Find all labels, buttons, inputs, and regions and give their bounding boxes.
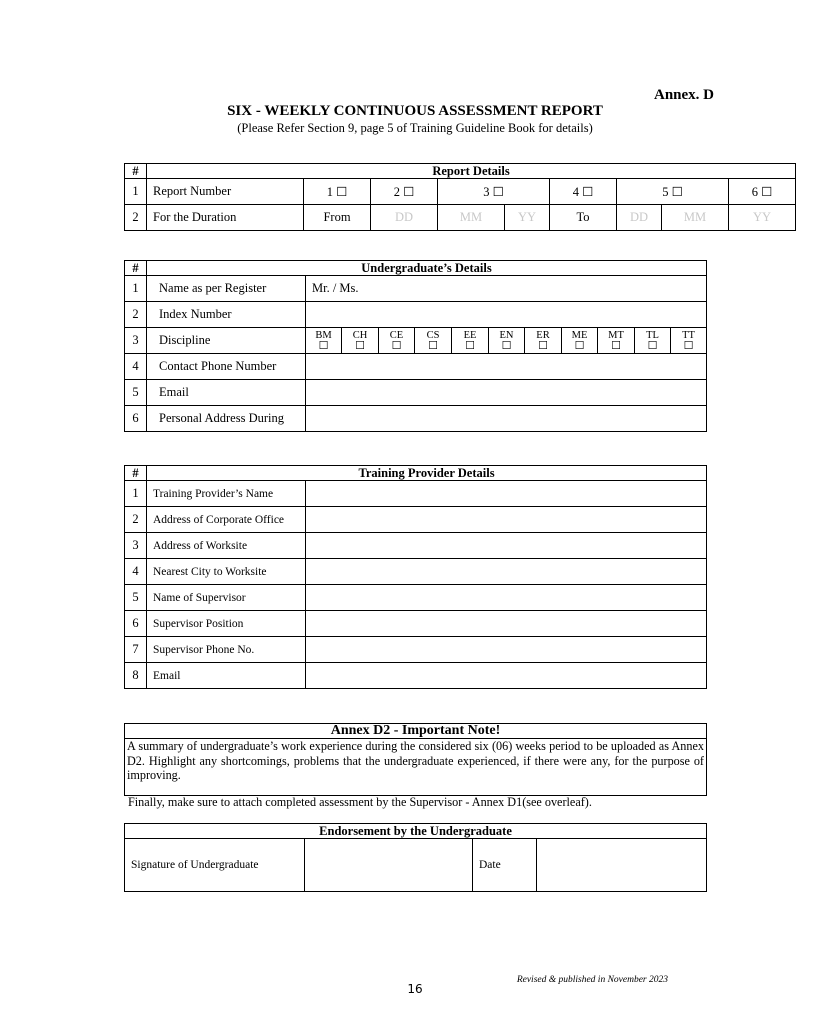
supervisor-position-label: Supervisor Position (147, 611, 306, 637)
name-label: Name as per Register (147, 276, 306, 302)
report-details-heading: Report Details (147, 164, 796, 179)
row-number: 4 (125, 559, 147, 585)
signature-label: Signature of Undergraduate (125, 839, 305, 892)
worksite-address-label: Address of Worksite (147, 533, 306, 559)
page-subtitle: (Please Refer Section 9, page 5 of Training Guideline Book for details) (237, 121, 593, 135)
to-label: To (550, 205, 617, 231)
discipline-code: EE (463, 329, 477, 341)
report-option-5[interactable]: 5 ☐ (617, 179, 729, 205)
undergraduate-details-table (124, 260, 707, 432)
checkbox-icon[interactable]: ☐ (318, 339, 329, 352)
discipline-option-me[interactable] (562, 328, 598, 354)
email-field[interactable] (306, 380, 707, 406)
discipline-option-er[interactable] (525, 328, 562, 354)
supervisor-name-label: Name of Supervisor (147, 585, 306, 611)
checkbox-icon[interactable]: ☐ (465, 339, 475, 352)
nearest-city-field[interactable] (306, 559, 707, 585)
hash-header: # (125, 466, 147, 481)
to-year-field[interactable]: YY (729, 205, 796, 231)
important-note-title: Annex D2 - Important Note! (125, 724, 706, 739)
checkbox-icon[interactable]: ☐ (538, 339, 548, 352)
corporate-address-field[interactable] (306, 507, 707, 533)
checkbox-icon[interactable]: ☐ (391, 339, 402, 352)
personal-address-label: Personal Address During (147, 406, 306, 432)
provider-name-field[interactable] (306, 481, 707, 507)
provider-email-field[interactable] (306, 663, 707, 689)
undergraduate-details-heading: Undergraduate’s Details (147, 261, 707, 276)
discipline-code: TL (646, 329, 659, 341)
discipline-code: CH (352, 329, 368, 341)
discipline-option-cs[interactable] (415, 328, 452, 354)
row-number: 3 (125, 328, 147, 354)
personal-address-field[interactable] (306, 406, 707, 432)
discipline-code: CS (426, 329, 440, 341)
discipline-option-ce[interactable] (379, 328, 415, 354)
contact-phone-label: Contact Phone Number (147, 354, 306, 380)
checkbox-icon[interactable]: ☐ (647, 339, 658, 352)
row-number: 5 (125, 585, 147, 611)
signature-field[interactable] (305, 839, 473, 892)
row-number: 5 (125, 380, 147, 406)
discipline-option-tl[interactable] (635, 328, 671, 354)
report-number-label: Report Number (147, 179, 304, 205)
row-number: 1 (125, 276, 147, 302)
from-day-field[interactable]: DD (371, 205, 438, 231)
report-option-6[interactable]: 6 ☐ (729, 179, 796, 205)
discipline-option-ee[interactable] (452, 328, 489, 354)
page-title: SIX - WEEKLY CONTINUOUS ASSESSMENT REPORT (227, 103, 603, 119)
hash-header: # (125, 261, 147, 276)
date-label: Date (473, 839, 537, 892)
important-note-text: A summary of undergraduate’s work experience during the considered six (06) weeks period to be uploaded as Annex D2. Highlight any shortcomings, problems that the undergraduate experienced, if there were any, for the purpose of improving. (127, 739, 704, 782)
discipline-option-en[interactable] (489, 328, 525, 354)
row-number: 6 (125, 406, 147, 432)
row-number: 2 (125, 302, 147, 328)
endorsement-table (124, 823, 707, 892)
row-number: 7 (125, 637, 147, 663)
discipline-code: ER (536, 329, 550, 341)
checkbox-icon[interactable]: ☐ (683, 339, 694, 352)
report-details-table (124, 163, 796, 231)
contact-phone-field[interactable] (306, 354, 707, 380)
revision-note: Revised & published in November 2023 (516, 975, 668, 985)
date-field[interactable] (537, 839, 707, 892)
report-option-1[interactable]: 1 ☐ (304, 179, 371, 205)
discipline-code: TT (682, 329, 695, 341)
discipline-code: EN (499, 329, 514, 341)
discipline-code: CE (389, 329, 404, 341)
discipline-code: BM (315, 329, 332, 341)
name-field[interactable]: Mr. / Ms. (306, 276, 707, 302)
hash-header: # (125, 164, 147, 179)
annex-label: Annex. D (653, 87, 714, 103)
from-label: From (304, 205, 371, 231)
row-number: 3 (125, 533, 147, 559)
checkbox-icon[interactable]: ☐ (428, 339, 438, 352)
row-number: 2 (125, 205, 147, 231)
nearest-city-label: Nearest City to Worksite (147, 559, 306, 585)
duration-label: For the Duration (147, 205, 304, 231)
checkbox-icon[interactable]: ☐ (501, 339, 512, 352)
row-number: 6 (125, 611, 147, 637)
supervisor-phone-field[interactable] (306, 637, 707, 663)
discipline-code: MT (608, 329, 624, 341)
row-number: 8 (125, 663, 147, 689)
checkbox-icon[interactable]: ☐ (574, 339, 585, 352)
important-note-box (124, 723, 707, 796)
row-number: 2 (125, 507, 147, 533)
row-number: 1 (125, 481, 147, 507)
report-option-2[interactable]: 2 ☐ (371, 179, 438, 205)
worksite-address-field[interactable] (306, 533, 707, 559)
attachment-instruction: Finally, make sure to attach completed assessment by the Supervisor - Annex D1(see overleaf). (128, 795, 592, 809)
endorsement-heading: Endorsement by the Undergraduate (125, 824, 707, 839)
index-number-field[interactable] (306, 302, 707, 328)
email-label: Email (147, 380, 306, 406)
report-option-4[interactable]: 4 ☐ (550, 179, 617, 205)
training-provider-heading: Training Provider Details (147, 466, 707, 481)
provider-email-label: Email (147, 663, 306, 689)
to-day-field[interactable]: DD (617, 205, 662, 231)
checkbox-icon[interactable]: ☐ (611, 339, 621, 352)
discipline-option-ch[interactable] (342, 328, 379, 354)
discipline-option-tt[interactable] (671, 328, 707, 354)
discipline-label: Discipline (147, 328, 306, 354)
supervisor-phone-label: Supervisor Phone No. (147, 637, 306, 663)
index-number-label: Index Number (147, 302, 306, 328)
from-year-field[interactable]: YY (505, 205, 550, 231)
discipline-option-bm[interactable] (306, 328, 342, 354)
row-number: 1 (125, 179, 147, 205)
checkbox-icon[interactable]: ☐ (355, 339, 365, 352)
supervisor-position-field[interactable] (306, 611, 707, 637)
provider-name-label: Training Provider’s Name (147, 481, 306, 507)
page-number: 16 (407, 982, 423, 996)
from-month-field[interactable]: MM (438, 205, 505, 231)
discipline-code: ME (571, 329, 588, 341)
corporate-address-label: Address of Corporate Office (147, 507, 306, 533)
supervisor-name-field[interactable] (306, 585, 707, 611)
training-provider-table (124, 465, 707, 689)
row-number: 4 (125, 354, 147, 380)
discipline-option-mt[interactable] (598, 328, 635, 354)
to-month-field[interactable]: MM (662, 205, 729, 231)
report-option-3[interactable]: 3 ☐ (438, 179, 550, 205)
